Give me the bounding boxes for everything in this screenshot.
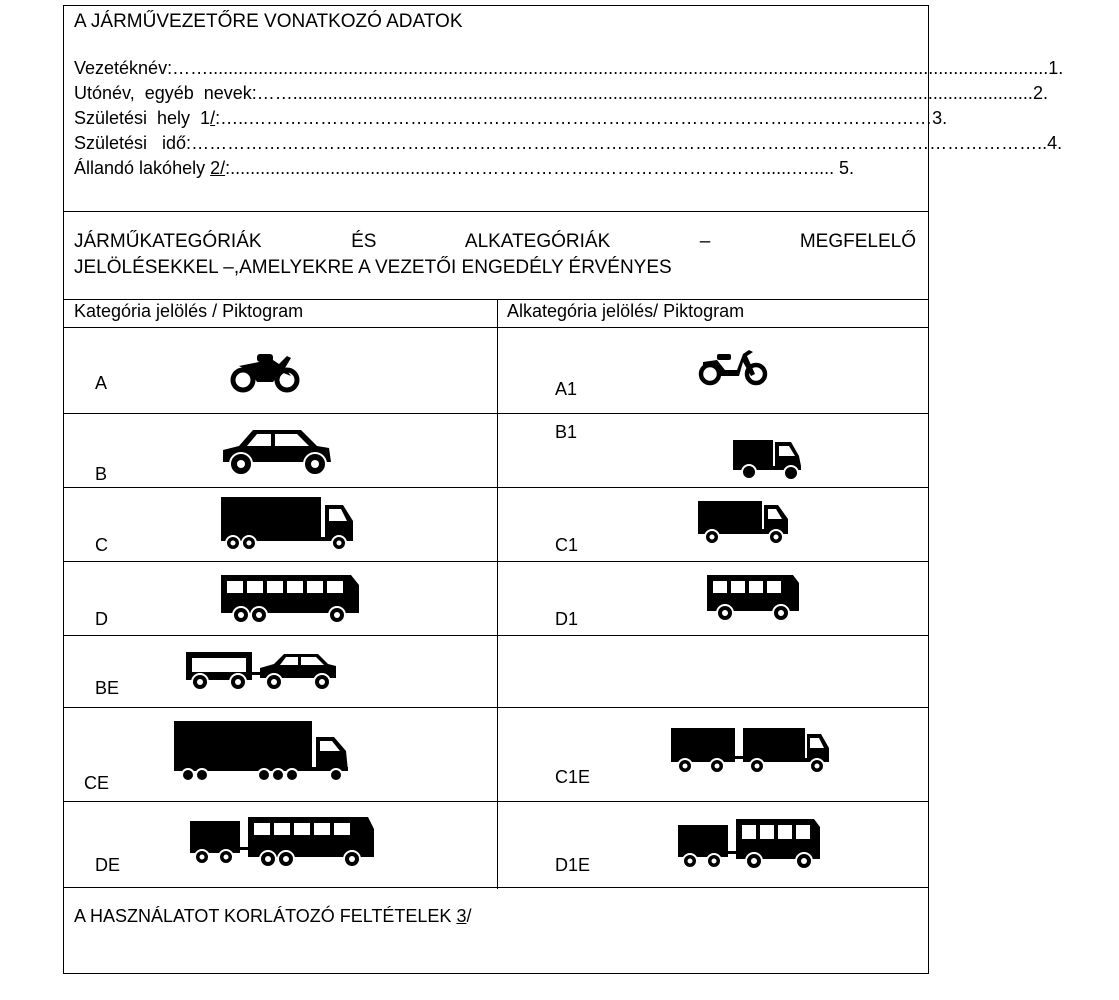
category-code: C	[95, 535, 108, 555]
table-row	[64, 563, 928, 636]
table-row	[64, 709, 928, 802]
restrictions-section	[64, 889, 928, 975]
semi-truck-icon	[172, 719, 354, 785]
bus-trailer-icon	[188, 815, 378, 871]
table-row	[64, 329, 928, 414]
category-code: A	[95, 373, 108, 393]
category-code: BE	[95, 678, 120, 698]
car-trailer-icon	[184, 650, 340, 694]
table-row	[64, 415, 928, 488]
minibus-trailer-icon	[676, 817, 824, 871]
birthplace-field: Születési hely 1 / :…..…………………………………………………………………………………………………… 3.	[74, 108, 948, 128]
moped-icon	[697, 346, 769, 386]
motorcycle-icon	[229, 348, 301, 394]
residence-field: Állandó lakóhely 2/ :...........................................……………………..………………………......…..... 5.	[74, 158, 854, 178]
driver-license-form	[63, 5, 1064, 974]
small-truck-icon	[696, 499, 792, 547]
birthdate-field: Születési idő: …………………………………………………………………………………………………………………………… ..4.	[74, 133, 1063, 153]
car-icon	[221, 426, 333, 476]
category-code: DE	[95, 855, 121, 875]
given-names-field: Utónév, egyéb nevek: …….................................................................................................................................................... 2.	[74, 83, 1048, 103]
table-row	[64, 803, 928, 888]
driver-section-title: A JÁRMŰVEZETŐRE VONATKOZÓ ADATOK	[74, 11, 463, 32]
truck-trailer-icon	[669, 726, 833, 778]
subcategory-code: D1E	[555, 855, 591, 875]
table-row	[64, 489, 928, 562]
categories-title: JÁRMŰKATEGÓRIÁK ÉS ALKATEGÓRIÁK – MEGFELELŐ JELÖLÉSEKKEL –,AMELYEKRE A VEZETŐI ENGEDÉLY ÉRVÉNYES	[74, 231, 916, 278]
header-subcategory: Alkategória jelölés/ Piktogram	[507, 301, 745, 321]
restrictions-title: A HASZNÁLATOT KORLÁTOZÓ FELTÉTELEK 3/	[74, 906, 472, 926]
subcategory-code: A1	[555, 379, 578, 399]
minibus-icon	[705, 573, 801, 623]
categories-table	[64, 299, 928, 889]
table-header-row	[64, 299, 928, 328]
category-code: CE	[84, 773, 110, 793]
driver-data-section	[64, 6, 1064, 212]
bus-icon	[219, 571, 361, 623]
subcategory-code: B1	[555, 422, 578, 442]
subcategory-code: C1E	[555, 767, 591, 787]
subcategory-code: C1	[555, 535, 579, 555]
categories-section	[64, 213, 928, 300]
tricycle-truck-icon	[731, 436, 805, 482]
header-category: Kategória jelölés / Piktogram	[74, 301, 304, 321]
surname-field: Vezetéknév: ……........................................................................................................................................................................ 1.	[74, 58, 1064, 78]
category-code: B	[95, 464, 108, 484]
category-code: D	[95, 609, 108, 629]
truck-icon	[219, 495, 357, 551]
table-row	[64, 637, 928, 708]
subcategory-code: D1	[555, 609, 579, 629]
